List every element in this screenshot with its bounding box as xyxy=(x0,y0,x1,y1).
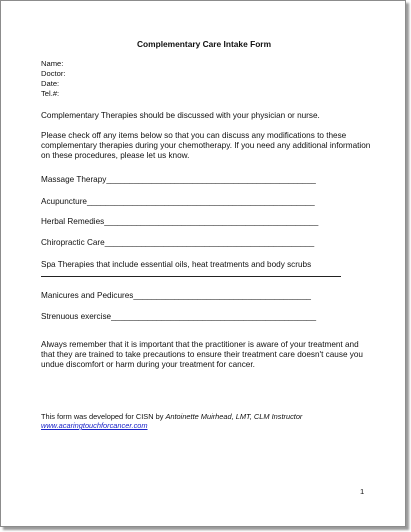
form-title: Complementary Care Intake Form xyxy=(136,39,272,49)
footer-author: Antoinette Muirhead, LMT, CLM Instructor xyxy=(165,412,303,421)
spa-therapies-item: Spa Therapies that include essential oils, heat treatments and body scrubs xyxy=(41,260,312,269)
reminder-paragraph: Always remember that it is important that the practitioner is aware of your treatment and that they are trained to take precautions to ensure their treatment care doesn't cause you undue discomfort or harm during your treatment for cancer. xyxy=(41,340,363,370)
footer-developed-text: This form was developed for CISN by xyxy=(41,412,166,421)
massage-therapy-item: Massage Therapy______________________________________________ xyxy=(41,175,316,184)
strenuous-exercise-item: Strenuous exercise_____________________________________________ xyxy=(41,312,316,321)
footer-credit xyxy=(41,412,302,421)
chiropractic-care-item: Chiropractic Care______________________________________________ xyxy=(41,238,315,247)
header-fields xyxy=(41,59,65,99)
doctor-field-label: Doctor: xyxy=(41,69,66,78)
spa-therapies-line xyxy=(41,276,341,277)
name-field-label: Name: xyxy=(41,59,64,68)
manicures-pedicures-item: Manicures and Pedicures_______________________________________ xyxy=(41,291,311,300)
footer xyxy=(41,412,302,430)
page-number: 1 xyxy=(360,487,365,496)
herbal-remedies-item: Herbal Remedies_______________________________________________ xyxy=(41,217,319,226)
acupuncture-item: Acupuncture__________________________________________________ xyxy=(41,197,315,206)
date-field-label: Date: xyxy=(41,79,60,88)
intro-paragraph: Complementary Therapies should be discussed with your physician or nurse. xyxy=(41,111,320,120)
instructions-paragraph: Please check off any items below so that you can discuss any modifications to these complementary therapies during your chemotherapy. If you need any additional information on these procedures, please let us know. xyxy=(41,131,371,161)
footer-website-link[interactable]: www.acaringtouchforcancer.com xyxy=(41,421,148,430)
tel-field-label: Tel.#: xyxy=(41,89,60,98)
